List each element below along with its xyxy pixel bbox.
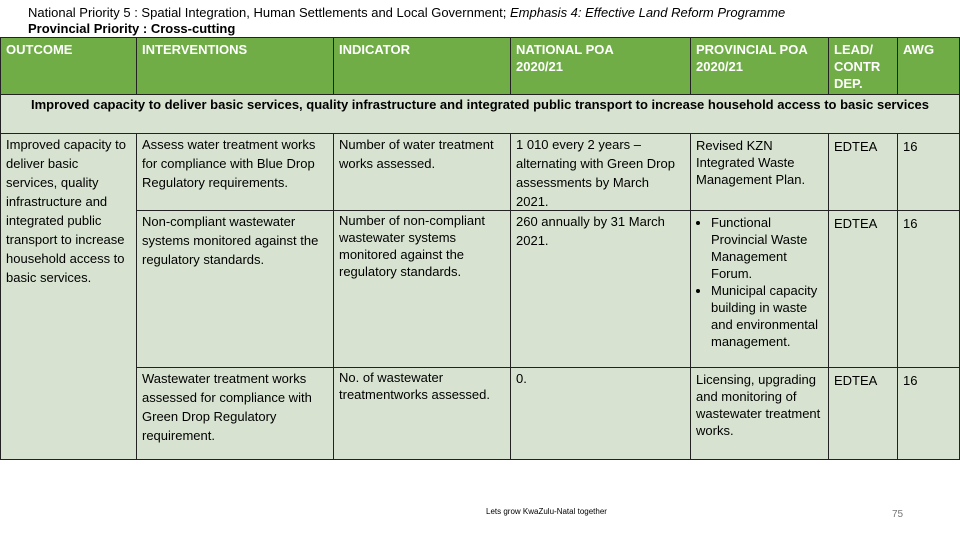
provincial-item: • Functional Provincial Waste Management Forum.: [711, 214, 823, 282]
row3-awg: 16: [897, 367, 960, 460]
row2-indicator: Number of non-compliant wastewater systems monitored against the regulatory standards.: [333, 210, 511, 368]
section-title: Improved capacity to deliver basic services, quality infrastructure and integrated public transport to increase household access to basic services: [0, 94, 960, 134]
header-interventions: INTERVENTIONS: [136, 37, 334, 95]
row2-awg: 16: [897, 210, 960, 368]
header-outcome: OUTCOME: [0, 37, 137, 95]
title-italic: Emphasis 4: Effective Land Reform Programme: [509, 5, 786, 20]
title-regular: National Priority 5 : Spatial Integration, Human Settlements and Local Government;: [28, 5, 507, 20]
row2-national: 260 annually by 31 March 2021.: [510, 210, 691, 368]
provincial-item: • Municipal capacity building in waste and environmental management.: [711, 282, 823, 350]
page-title: [28, 5, 785, 20]
row3-provincial: Licensing, upgrading and monitoring of wastewater treatment works.: [690, 367, 829, 460]
page-number: 75: [892, 509, 904, 520]
row1-intervention: Assess water treatment works for compliance with Blue Drop Regulatory requirements.: [136, 133, 334, 211]
header-lead: LEAD/ CONTR DEP.: [828, 37, 898, 95]
header-awg: AWG: [897, 37, 960, 95]
row3-intervention: Wastewater treatment works assessed for compliance with Green Drop Regulatory requirement.: [136, 367, 334, 460]
row1-lead: EDTEA: [828, 133, 898, 211]
header-provincial-poa: PROVINCIAL POA 2020/21: [690, 37, 829, 95]
row3-indicator: No. of wastewater treatmentworks assessed.: [333, 367, 511, 460]
row2-provincial: [690, 210, 829, 368]
row1-provincial: Revised KZN Integrated Waste Management Plan.: [690, 133, 829, 211]
header-indicator: INDICATOR: [333, 37, 511, 95]
provincial-priority: Provincial Priority : Cross-cutting: [28, 21, 236, 36]
row3-national: 0.: [510, 367, 691, 460]
row3-lead: EDTEA: [828, 367, 898, 460]
header-national-poa: NATIONAL POA 2020/21: [510, 37, 691, 95]
outcome-cell: Improved capacity to deliver basic services, quality infrastructure and integrated public transport to increase household access to basic services.: [0, 133, 137, 460]
row1-awg: 16: [897, 133, 960, 211]
footer-slogan: Lets grow KwaZulu-Natal together: [486, 507, 607, 516]
row1-indicator: Number of water treatment works assessed.: [333, 133, 511, 211]
row2-lead: EDTEA: [828, 210, 898, 368]
row1-national: 1 010 every 2 years – alternating with Green Drop assessments by March 2021.: [510, 133, 691, 211]
row2-intervention: Non-compliant wastewater systems monitored against the regulatory standards.: [136, 210, 334, 368]
